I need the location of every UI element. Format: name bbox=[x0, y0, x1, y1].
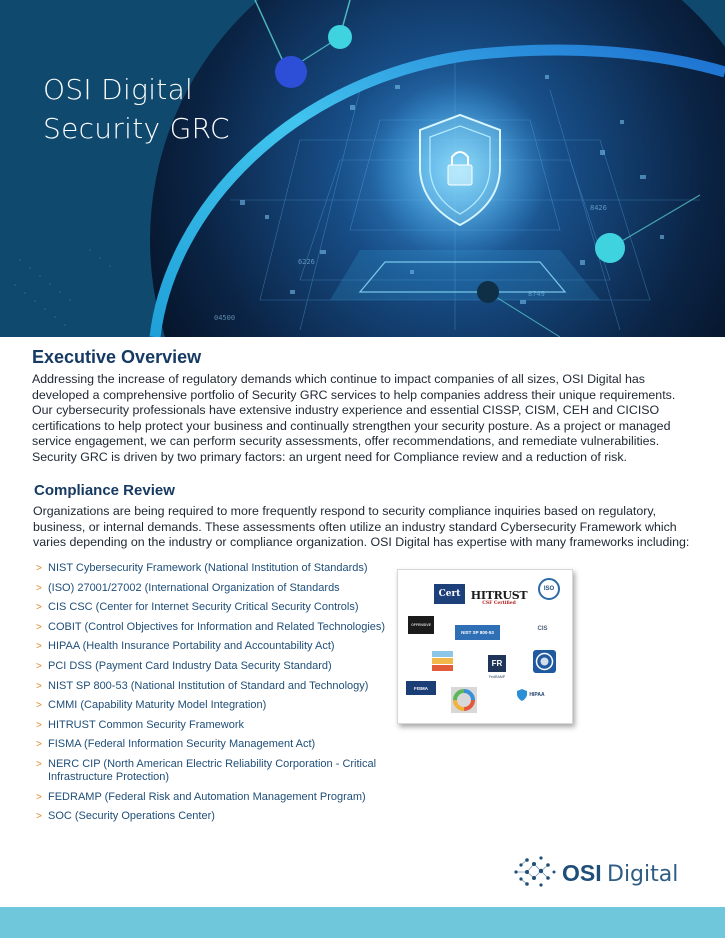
chevron-right-icon: > bbox=[36, 621, 42, 633]
color-ring-logo bbox=[451, 687, 477, 713]
dark-dot bbox=[477, 281, 499, 303]
chevron-right-icon: > bbox=[36, 660, 42, 672]
svg-text:8426: 8426 bbox=[590, 204, 607, 212]
list-item: > CIS CSC (Center for Internet Security Critical Security Controls) bbox=[36, 601, 359, 614]
hero-banner bbox=[0, 0, 725, 337]
globe-dots-icon bbox=[514, 856, 555, 886]
chevron-right-icon: > bbox=[36, 563, 42, 574]
list-item: > FEDRAMP (Federal Risk and Automation Management Program) bbox=[36, 790, 366, 803]
chevron-right-icon: > bbox=[36, 811, 42, 823]
compliance-review-heading: Compliance Review bbox=[34, 482, 175, 499]
stacked-blocks-logo bbox=[430, 650, 455, 672]
dark-logo: OFFENSIVE bbox=[408, 616, 434, 634]
list-item: > (ISO) 27001/27002 (International Organization of Standards bbox=[36, 581, 340, 594]
shield-icon bbox=[517, 689, 527, 701]
chevron-right-icon: > bbox=[36, 680, 42, 692]
chevron-right-icon: > bbox=[36, 582, 42, 594]
list-item: > COBIT (Control Objectives for Information and Related Technologies) bbox=[36, 620, 386, 633]
list-item: > HIPAA (Health Insurance Portability and Accountability Act) bbox=[36, 640, 335, 653]
list-item: > NIST Cybersecurity Framework (National Institution of Standards) bbox=[36, 562, 368, 574]
chevron-right-icon: > bbox=[36, 758, 42, 770]
chevron-right-icon: > bbox=[36, 641, 42, 653]
fedramp-logo: FR bbox=[488, 655, 506, 672]
hero-artwork bbox=[0, 0, 725, 337]
hero-title-line-2: Security GRC bbox=[43, 112, 230, 145]
framework-logo-collage bbox=[397, 569, 573, 724]
cis-logo: CIS bbox=[537, 626, 548, 632]
list-item: > NERC CIP (North American Electric Reliability Corporation - Critical Infrastructure Protection) bbox=[36, 757, 377, 783]
hitrust-logo: HITRUST CSF Certified bbox=[470, 589, 528, 606]
list-item: > CMMI (Capability Maturity Model Integration) bbox=[36, 699, 267, 712]
nist-logo: NIST SP 800-53 bbox=[455, 625, 500, 640]
svg-text:8749: 8749 bbox=[528, 290, 545, 298]
hero-title bbox=[43, 70, 230, 148]
chevron-right-icon: > bbox=[36, 791, 42, 803]
chevron-right-icon: > bbox=[36, 739, 42, 751]
chevron-right-icon: > bbox=[36, 719, 42, 731]
hero-title-line-1: OSI Digital bbox=[43, 73, 194, 106]
fedramp-caption: FedRAMP bbox=[488, 675, 506, 679]
list-item: > FISMA (Federal Information Security Management Act) bbox=[36, 738, 316, 751]
certified-badge-logo bbox=[533, 650, 556, 673]
compliance-review-text: Organizations are being required to more frequently respond to security compliance inquiries based on regulatory, business, or internal demands. These assessments often utilize an industry standard Cybersecurity Framework which varies depending on the industry or compliance organization. OSI Digital has expertise with many frameworks including: bbox=[33, 504, 690, 549]
blue-dot bbox=[275, 56, 307, 88]
list-item: > PCI DSS (Payment Card Industry Data Security Standard) bbox=[36, 659, 332, 672]
logo-text-light: Digital bbox=[607, 862, 679, 887]
list-item: > NIST SP 800-53 (National Institution of Standard and Technology) bbox=[36, 679, 369, 692]
chevron-right-icon: > bbox=[36, 700, 42, 712]
list-item: > HITRUST Common Security Framework bbox=[36, 718, 244, 731]
cyan-dot-right bbox=[595, 233, 625, 263]
fisma-logo: FISMA bbox=[406, 681, 436, 695]
framework-list bbox=[36, 562, 386, 830]
svg-text:6226: 6226 bbox=[298, 258, 315, 266]
executive-overview-text: Addressing the increase of regulatory demands which continue to impact companies of all sizes, OSI Digital has developed a comprehensive portfolio of Security GRC services to help companies address their unique requirements. Our cybersecurity professionals have extensive industry experience and essential CISSP, CISM, CEH and CICISO certifications to help protect your business and continually strengthen your security posture. As a project or managed service engagement, we can perform security assessments, offer recommendations, and remediate vulnerabilities. Security GRC is driven by two primary factors: an urgent need for Compliance review and a reduction of risk. bbox=[32, 372, 676, 464]
executive-overview-heading: Executive Overview bbox=[32, 347, 202, 367]
hipaa-logo: HIPAA bbox=[511, 686, 551, 704]
list-item: > SOC (Security Operations Center) bbox=[36, 810, 215, 823]
logo-text-bold: OSI bbox=[562, 860, 602, 886]
chevron-right-icon: > bbox=[36, 602, 42, 614]
cert-logo: Cert bbox=[434, 584, 465, 604]
cyan-dot-top bbox=[328, 25, 352, 49]
footer-bar bbox=[0, 907, 725, 938]
svg-text:04500: 04500 bbox=[214, 314, 236, 322]
iso-logo: ISO bbox=[538, 578, 560, 600]
osi-digital-logo bbox=[510, 852, 690, 892]
